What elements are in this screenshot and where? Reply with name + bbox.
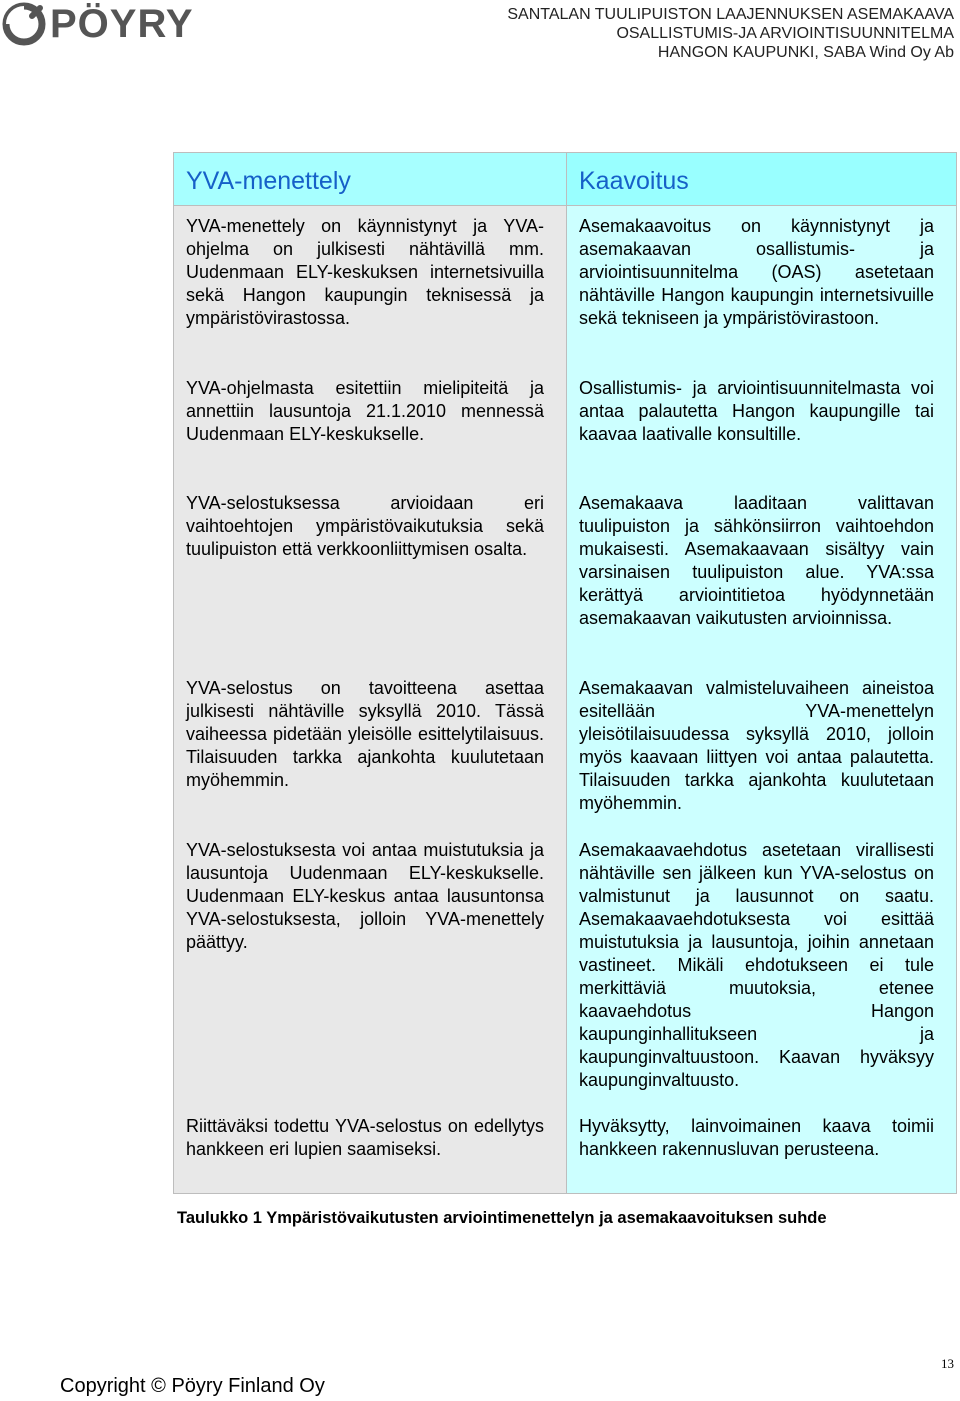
kaavoitus-paragraph: Asemakaava laaditaan valittavan tuulipuiston ja sähkönsiirron vaihtoehdon mukaisesti. Asemakaavaan sisältyy vain varsinaisen tuulipuiston alue. YVA:ssa kerättyä arviointitietoa hyödynnetään asemakaavan vaikutusten arvioinnissa. [579, 493, 934, 628]
poyry-logo-mark-icon [2, 2, 46, 46]
header-line-1: SANTALAN TUULIPUISTON LAAJENNUKSEN ASEMAKAAVA [507, 6, 954, 23]
kaavoitus-paragraph: Hyväksytty, lainvoimainen kaava toimii hankkeen rakennusluvan perusteena. [579, 1116, 934, 1159]
page-number: 13 [941, 1356, 954, 1371]
kaavoitus-paragraph: Osallistumis- ja arviointisuunnitelmasta voi antaa palautetta Hangon kaupungille tai kaavaa laativalle konsultille. [579, 378, 934, 444]
yva-paragraph: YVA-selostuksesta voi antaa muistutuksia ja lausuntoja Uudenmaan ELY-keskukselle. Uudenmaan ELY-keskus antaa lausuntonsa YVA-selostuksesta, jolloin YVA-menettely päättyy. [186, 840, 544, 952]
header-line-2: OSALLISTUMIS-JA ARVIOINTISUUNNITELMA [616, 25, 954, 42]
comparison-table [173, 152, 957, 1194]
yva-paragraph: YVA-selostus on tavoitteena asettaa julkisesti nähtäville syksyllä 2010. Tässä vaiheessa pidetään yleisölle esittelytilaisuus. Tilaisuuden tarkka ajankohta kuulutetaan myöhemmin. [186, 678, 544, 790]
yva-paragraph: Riittäväksi todettu YVA-selostus on edellytys hankkeen eri lupien saamiseksi. [186, 1116, 544, 1159]
document-header [507, 5, 954, 62]
yva-paragraph: YVA-ohjelmasta esitettiin mielipiteitä ja annettiin lausuntoja 21.1.2010 mennessä Uudenmaan ELY-keskukselle. [186, 378, 544, 444]
header-line-3: HANGON KAUPUNKI, SABA Wind Oy Ab [657, 44, 954, 61]
yva-column-heading: YVA-menettely [174, 153, 566, 206]
table-caption: Taulukko 1 Ympäristövaikutusten arviointimenettelyn ja asemakaavoituksen suhde [177, 1209, 827, 1227]
poyry-logo [2, 2, 194, 46]
yva-paragraph: YVA-menettely on käynnistynyt ja YVA-ohjelma on julkisesti nähtävillä mm. Uudenmaan ELY-keskuksen internetsivuilla sekä Hangon kaupungin teknisessä ja ympäristövirastossa. [186, 216, 544, 328]
copyright-footer: Copyright © Pöyry Finland Oy [60, 1375, 325, 1397]
kaavoitus-paragraph: Asemakaavoitus on käynnistynyt ja asemakaavan osallistumis- ja arviointisuunnitelma (OAS) asetetaan nähtäville Hangon kaupungin internetsivuille sekä tekniseen ja ympäristövirastoon. [579, 216, 934, 328]
yva-column [173, 152, 567, 1194]
kaavoitus-paragraph: Asemakaavaehdotus asetetaan virallisesti nähtäville sen jälkeen kun YVA-selostus on valmistunut ja lausunnot on saatu. Asemakaavaehdotuksesta voi esittää muistutuksia ja lausuntoja, joihin annetaan vastineet. Mikäli ehdotukseen ei tule merkittäviä muutoksia, etenee kaavaehdotus Hangon kaupunginhallitukseen ja kaupunginvaltuustoon. Kaavan hyväksyy kaupunginvaltuusto. [579, 840, 934, 1090]
logo-text: PÖYRY [50, 2, 194, 46]
yva-paragraph: YVA-selostuksessa arvioidaan eri vaihtoehtojen ympäristövaikutuksia sekä tuulipuiston että verkkoonliittymisen osalta. [186, 493, 544, 559]
kaavoitus-paragraph: Asemakaavan valmisteluvaiheen aineistoa esitellään YVA-menettelyn yleisötilaisuudessa syksyllä 2010, jolloin myös kaavaan liittyen voi antaa palautetta. Tilaisuuden tarkka ajankohta kuulutetaan myöhemmin. [579, 678, 934, 813]
kaavoitus-column-heading: Kaavoitus [567, 153, 956, 206]
kaavoitus-column [567, 152, 957, 1194]
